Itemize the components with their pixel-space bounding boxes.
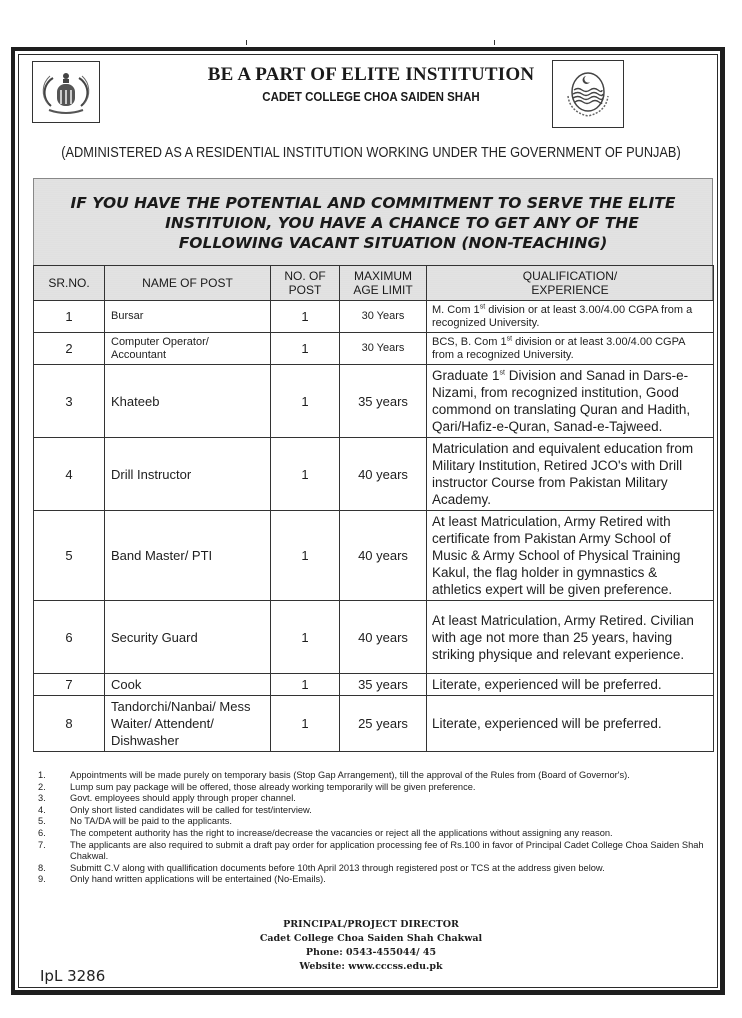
post-count-cell: 1: [271, 511, 340, 601]
scan-mark: [246, 40, 247, 45]
note-item: 5. No TA/DA will be paid to the applicants.: [38, 816, 232, 827]
reference-code: IpL 3286: [40, 967, 106, 985]
qualification-cell: Matriculation and equivalent education from Military Institution, Retired JCO's with Drill instructor Course from Pakistan Military Academy.: [427, 438, 714, 511]
post-name-cell: Khateeb: [105, 365, 271, 438]
administration-note: (ADMINISTERED AS A RESIDENTIAL INSTITUTION WORKING UNDER THE GOVERNMENT OF PUNJAB): [61, 145, 681, 161]
post-count-cell: 1: [271, 601, 340, 674]
note-item: 9. Only hand written applications will be entertained (No-Emails).: [38, 874, 326, 885]
age-limit-cell: 40 years: [340, 601, 427, 674]
post-count-cell: 1: [271, 365, 340, 438]
note-item: 3. Govt. employees should apply through proper channel.: [38, 793, 296, 804]
table-row: [34, 511, 714, 601]
post-name-cell: Computer Operator/ Accountant: [105, 333, 271, 365]
page-title: BE A PART OF ELITE INSTITUTION: [207, 64, 535, 85]
post-count-cell: 1: [271, 333, 340, 365]
age-limit-cell: 30 Years: [340, 333, 427, 365]
column-header-name-of-post: NAME OF POST: [105, 266, 271, 301]
table-row: [34, 674, 714, 696]
table-row: [34, 333, 714, 365]
post-name-cell: Bursar: [105, 301, 271, 333]
age-limit-cell: 30 Years: [340, 301, 427, 333]
column-header-qualification: QUALIFICATION/ EXPERIENCE: [427, 266, 714, 301]
post-name-cell: Drill Instructor: [105, 438, 271, 511]
age-limit-cell: 40 years: [340, 438, 427, 511]
terms-and-conditions-list: [38, 770, 710, 886]
sr-no-cell: 3: [34, 365, 105, 438]
post-count-cell: 1: [271, 696, 340, 752]
table-row: [34, 696, 714, 752]
table-row: [34, 601, 714, 674]
qualification-cell: Graduate 1st Division and Sanad in Dars-e-Nizami, from recognized institution, Good commond on translating Quran and Hadith, Qari/Hafiz-e-Quran, Sanad-e-Tajweed.: [427, 365, 714, 438]
headline: [33, 193, 713, 253]
table-header-row: [34, 266, 714, 301]
column-header-no-of-post: NO. OF POST: [271, 266, 340, 301]
contact-website: Website: www.cccss.edu.pk: [299, 961, 443, 972]
qualification-cell: At least Matriculation, Army Retired. Civilian with age not more than 25 years, having striking physique and relevant experience.: [427, 601, 714, 674]
post-name-cell: Cook: [105, 674, 271, 696]
vacancies-table: [33, 265, 714, 752]
column-header-max-age: MAXIMUM AGE LIMIT: [340, 266, 427, 301]
institution-name: CADET COLLEGE CHOA SAIDEN SHAH: [262, 90, 480, 104]
note-item: 2. Lump sum pay package will be offered, those already working temporarily will be given preference.: [38, 781, 476, 792]
right-logo-box: [552, 60, 624, 128]
punjab-government-emblem-icon: [560, 66, 616, 122]
post-name-cell: Band Master/ PTI: [105, 511, 271, 601]
qualification-cell: M. Com 1st division or at least 3.00/4.00 CGPA from a recognized University.: [427, 301, 714, 333]
post-count-cell: 1: [271, 301, 340, 333]
age-limit-cell: 40 years: [340, 511, 427, 601]
headline-line-1: IF YOU HAVE THE POTENTIAL AND COMMITMENT TO SERVE THE ELITE: [70, 194, 676, 212]
age-limit-cell: 35 years: [340, 674, 427, 696]
sr-no-cell: 1: [34, 301, 105, 333]
note-item: 8. Submitt C.V along with quallification documents before 10th April 2013 through registered post or TCS at the address given below.: [38, 862, 605, 873]
sr-no-cell: 2: [34, 333, 105, 365]
qualification-cell: Literate, experienced will be preferred.: [427, 696, 714, 752]
age-limit-cell: 35 years: [340, 365, 427, 438]
headline-line-3: FOLLOWING VACANT SITUATION (NON-TEACHING): [178, 234, 608, 252]
scan-mark: [494, 40, 495, 45]
sr-no-cell: 8: [34, 696, 105, 752]
sr-no-cell: 5: [34, 511, 105, 601]
note-item: 4. Only short listed candidates will be called for test/interview.: [38, 804, 312, 815]
contact-block: [0, 918, 742, 974]
post-name-cell: Security Guard: [105, 601, 271, 674]
sr-no-cell: 4: [34, 438, 105, 511]
post-count-cell: 1: [271, 674, 340, 696]
contact-institution: Cadet College Choa Saiden Shah Chakwal: [259, 933, 483, 944]
qualification-cell: BCS, B. Com 1st division or at least 3.00/4.00 CGPA from a recognized University.: [427, 333, 714, 365]
post-count-cell: 1: [271, 438, 340, 511]
contact-title: PRINCIPAL/PROJECT DIRECTOR: [283, 919, 459, 930]
note-item: 1. Appointments will be made purely on temporary basis (Stop Gap Arrangement), till the approval of the Rules from (Board of Governor's).: [38, 770, 630, 780]
contact-phone: Phone: 0543-455044/ 45: [305, 947, 437, 958]
headline-line-2: INSTITUION, YOU HAVE A CHANCE TO GET ANY OF THE: [165, 214, 639, 232]
sr-no-cell: 7: [34, 674, 105, 696]
qualification-cell: At least Matriculation, Army Retired with certificate from Pakistan Army School of Music & Army School of Physical Training Kakul, the flag holder in gymnastics & athletics expert will be given preference.: [427, 511, 714, 601]
note-item: 6. The competent authority has the right to increase/decrease the vacancies or reject all the applications without assigning any reason.: [38, 827, 613, 838]
note-item: 7. The applicants are also required to submit a draft pay order for application processing fee of Rs.100 in favor of Principal Cadet College Choa Saiden Shah Chakwal.: [38, 839, 704, 862]
age-limit-cell: 25 years: [340, 696, 427, 752]
table-row: [34, 438, 714, 511]
table-row: [34, 365, 714, 438]
table-row: [34, 301, 714, 333]
sr-no-cell: 6: [34, 601, 105, 674]
qualification-cell: Literate, experienced will be preferred.: [427, 674, 714, 696]
column-header-sr-no: SR.NO.: [34, 266, 105, 301]
post-name-cell: Tandorchi/Nanbai/ Mess Waiter/ Attendent/ Dishwasher: [105, 696, 271, 752]
